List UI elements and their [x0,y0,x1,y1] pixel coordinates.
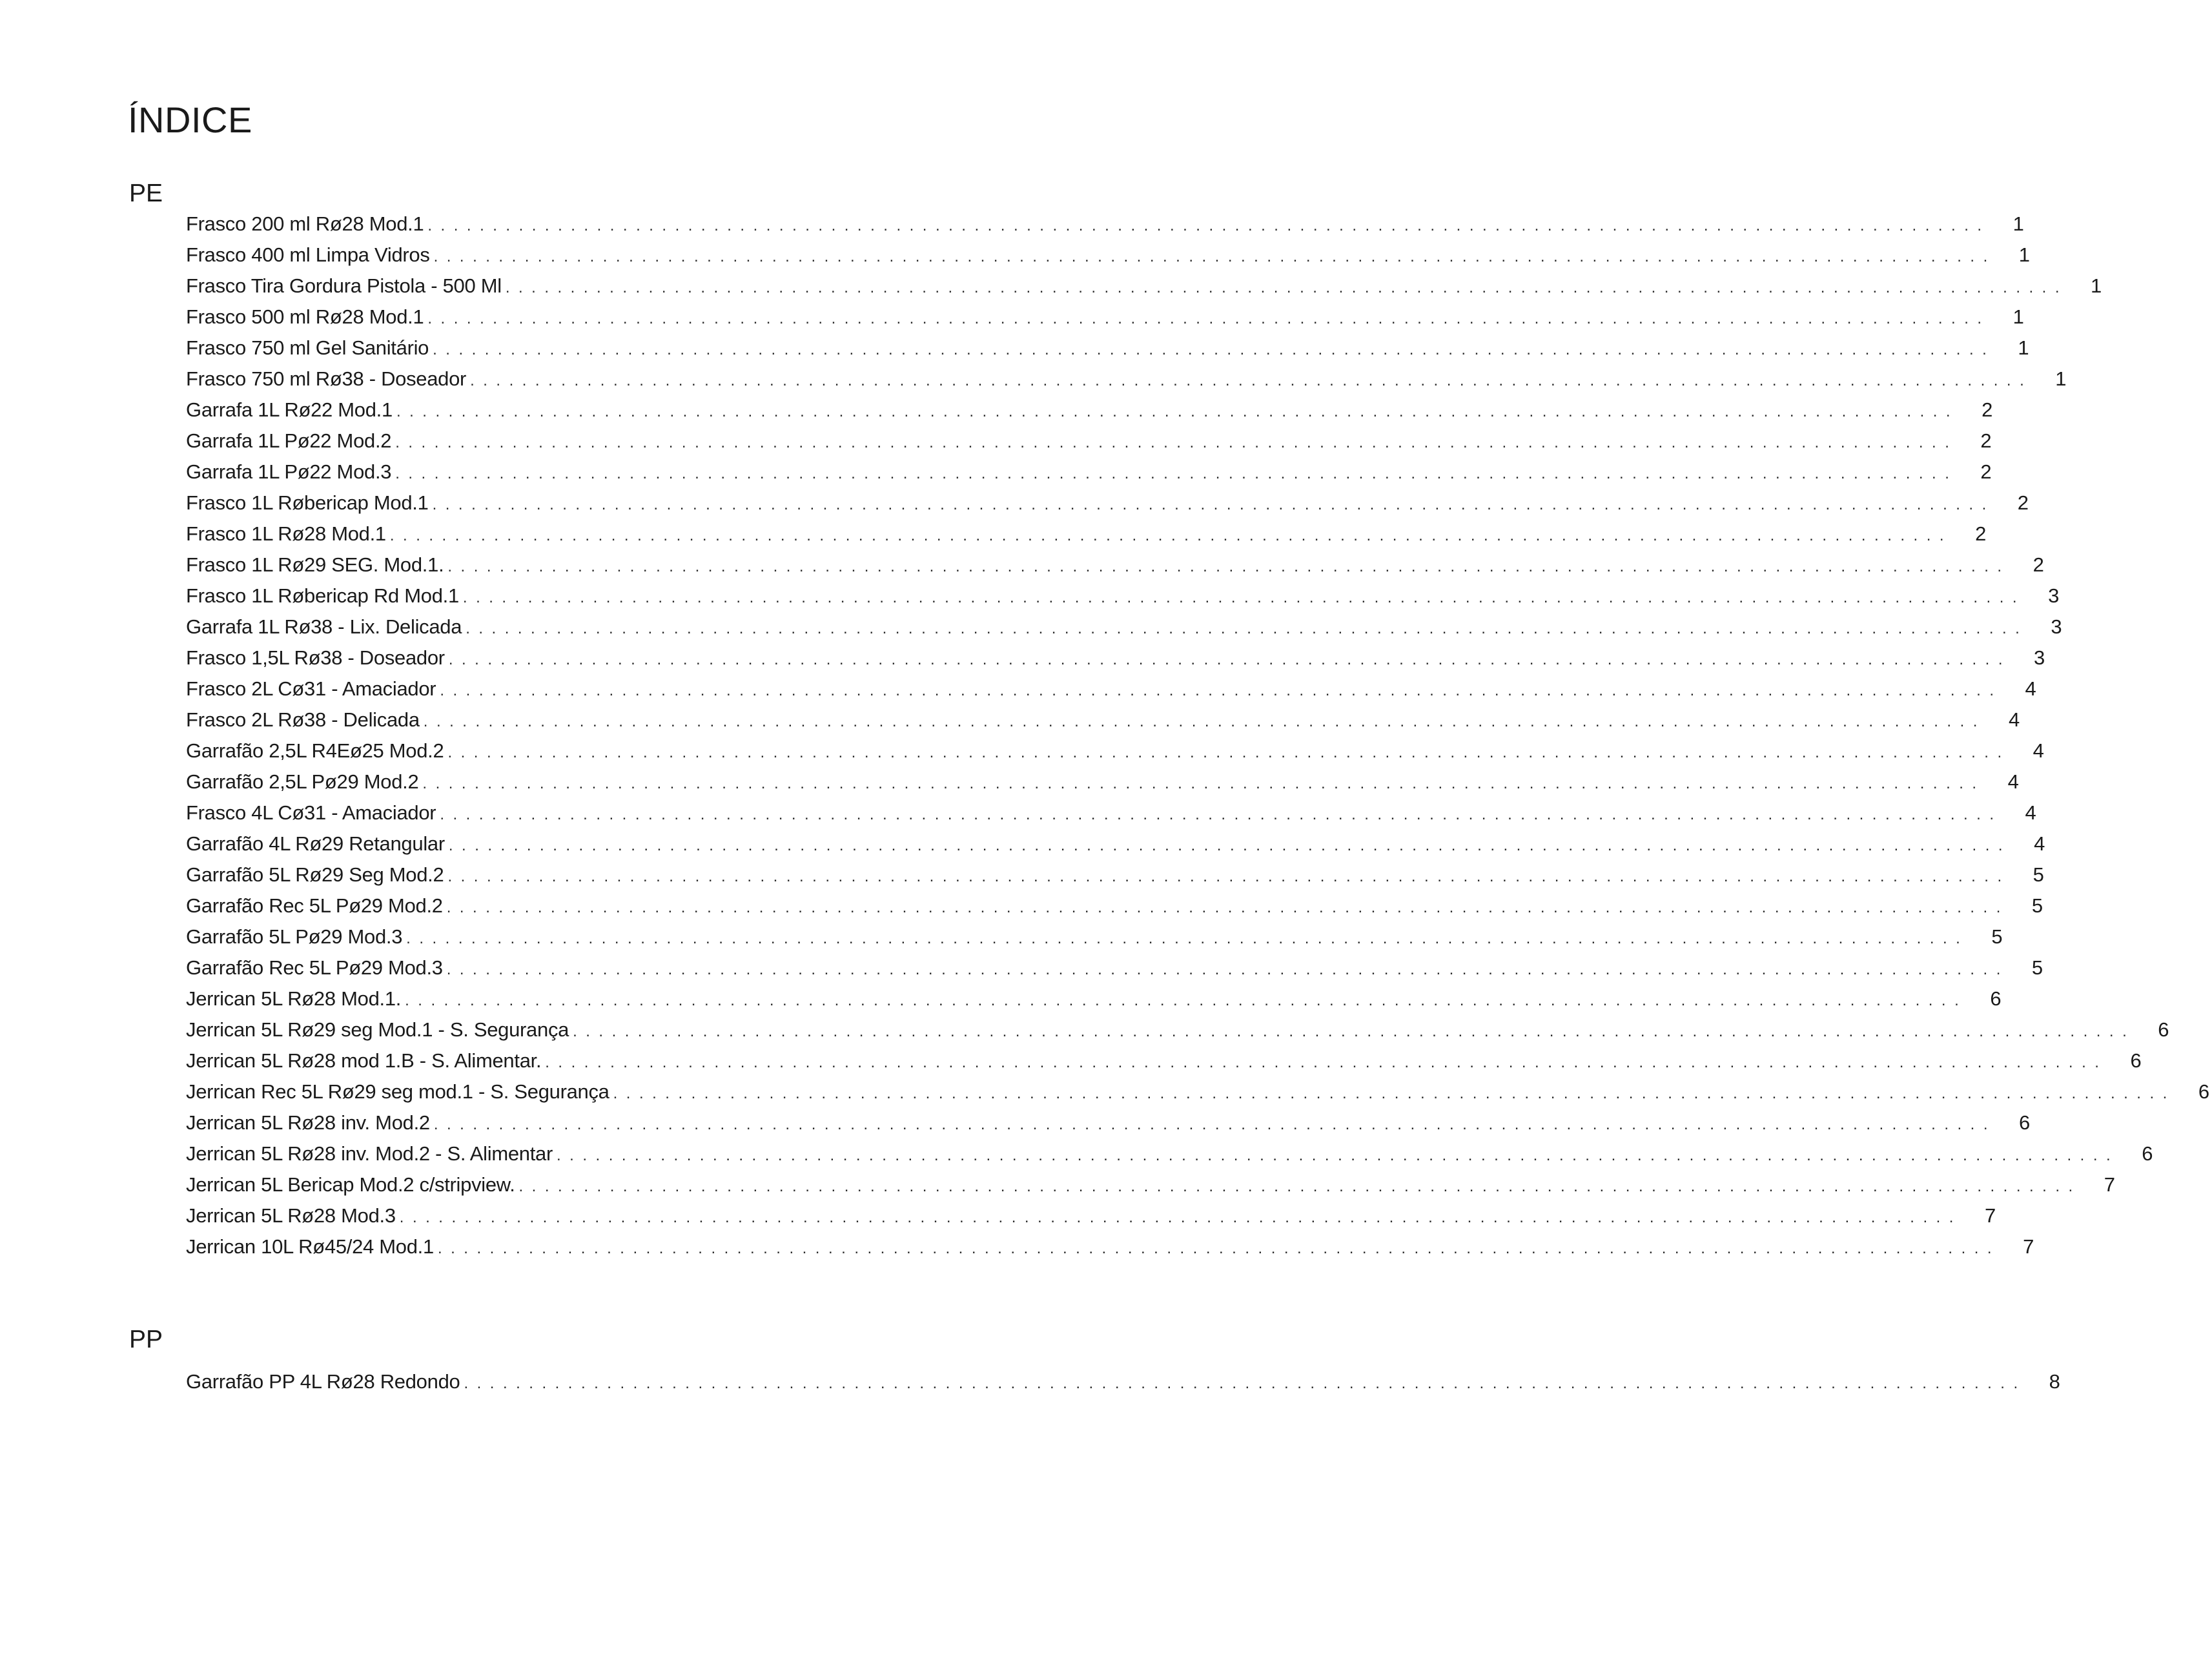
toc-entry-page-number: 2 [1982,398,1993,421]
toc-entry[interactable] [186,832,2045,863]
toc-entry-page-number: 6 [2019,1111,2030,1134]
toc-entry-title: Frasco 1,5L Rø38 - Doseador [186,646,445,669]
toc-entry-title: Frasco 1L Rø29 SEG. Mod.1. [186,553,444,576]
toc-entry[interactable] [186,491,2029,522]
toc-entry-page-number: 5 [1991,925,2003,948]
dot-leader: ........................................................................................................................ [433,248,1996,265]
toc-entry[interactable] [186,584,2060,615]
toc-entry-title: Garrafão 5L Pø29 Mod.3 [186,925,403,948]
toc-entry-page-number: 4 [2034,832,2045,855]
dot-leader: ........................................................................................................................ [505,279,2068,296]
toc-entry-title: Frasco 4L Cø31 - Amaciador [186,801,436,824]
toc-list-pp [186,1370,2060,1401]
toc-entry[interactable] [186,243,2030,274]
toc-entry[interactable] [186,367,2067,398]
toc-entry[interactable] [186,212,2024,243]
dot-leader: ........................................................................................................................ [518,1178,2082,1195]
toc-entry-title: Garrafa 1L Rø22 Mod.1 [186,398,393,421]
toc-entry-title: Frasco 2L Rø38 - Delicada [186,708,420,731]
toc-entry[interactable] [186,708,2020,739]
toc-entry-page-number: 2 [2033,553,2044,576]
toc-entry-title: Garrafa 1L Pø22 Mod.2 [186,429,392,452]
toc-entry[interactable] [186,1080,2209,1111]
toc-entry[interactable] [186,553,2044,584]
dot-leader: ........................................................................................................................ [423,713,1986,730]
dot-leader: ........................................................................................................................ [446,961,2009,978]
dot-leader: ........................................................................................................................ [395,434,1958,451]
dot-leader: ........................................................................................................................ [573,1023,2136,1040]
dot-leader: ........................................................................................................................ [470,372,2033,389]
toc-entry[interactable] [186,460,1992,491]
toc-entry-page-number: 1 [2055,367,2067,390]
toc-entry-page-number: 4 [2033,739,2044,762]
toc-entry-page-number: 6 [1990,987,2002,1010]
toc-entry-title: Frasco 1L Rø28 Mod.1 [186,522,386,545]
toc-entry[interactable] [186,1142,2153,1173]
toc-entry-page-number: 5 [2031,956,2043,979]
toc-entry-title: Garrafão 4L Rø29 Retangular [186,832,445,855]
dot-leader: ........................................................................................................................ [389,527,1953,544]
toc-entry[interactable] [186,1049,2142,1080]
dot-leader: ........................................................................................................................ [396,403,1960,420]
toc-entry-page-number: 5 [2033,863,2044,886]
dot-leader: ........................................................................................................................ [405,992,1968,1009]
toc-entry[interactable] [186,770,2019,801]
toc-entry-page-number: 4 [2007,770,2019,793]
toc-entry[interactable] [186,956,2043,987]
toc-entry[interactable] [186,429,1992,460]
toc-entry-title: Garrafão Rec 5L Pø29 Mod.2 [186,894,443,917]
toc-entry-page-number: 5 [2031,894,2043,917]
toc-entry-title: Garrafa 1L Pø22 Mod.3 [186,460,392,483]
toc-entry-title: Jerrican 5L Rø28 inv. Mod.2 - S. Alimentar [186,1142,553,1165]
toc-entry-page-number: 2 [2017,491,2029,514]
dot-leader: ........................................................................................................................ [427,310,1991,327]
toc-entry[interactable] [186,801,2036,832]
dot-leader: ........................................................................................................................ [437,1240,2001,1257]
toc-entry[interactable] [186,987,2002,1018]
toc-entry-title: Garrafão 5L Rø29 Seg Mod.2 [186,863,444,886]
dot-leader: ........................................................................................................................ [395,465,1958,482]
toc-entry[interactable] [186,1111,2030,1142]
toc-entry-title: Frasco 200 ml Rø28 Mod.1 [186,212,424,235]
dot-leader: ........................................................................................................................ [440,806,2003,823]
toc-entry-title: Jerrican 5L Rø29 seg Mod.1 - S. Segurança [186,1018,569,1041]
toc-entry[interactable] [186,677,2036,708]
dot-leader: ........................................................................................................................ [399,1209,1962,1226]
dot-leader: ........................................................................................................................ [447,744,2011,761]
toc-entry-page-number: 4 [2025,801,2036,824]
toc-entry-page-number: 8 [2049,1370,2060,1393]
toc-entry-page-number: 2 [1980,460,1992,483]
toc-entry-title: Jerrican 5L Rø28 inv. Mod.2 [186,1111,430,1134]
dot-leader: ........................................................................................................................ [448,837,2012,854]
toc-entry-page-number: 6 [2130,1049,2142,1072]
toc-entry-page-number: 2 [1975,522,1987,545]
toc-entry-title: Jerrican 5L Rø28 Mod.1. [186,987,402,1010]
dot-leader: ........................................................................................................................ [613,1085,2176,1102]
dot-leader: ........................................................................................................................ [448,651,2011,668]
toc-entry-title: Frasco 750 ml Gel Sanitário [186,336,429,359]
toc-entry-page-number: 1 [2091,274,2102,297]
toc-entry-title: Garrafão 2,5L Pø29 Mod.2 [186,770,419,793]
toc-entry[interactable] [186,1018,2169,1049]
toc-entry-page-number: 7 [2104,1173,2115,1196]
toc-entry-page-number: 4 [2025,677,2036,700]
toc-entry-page-number: 6 [2198,1080,2209,1103]
toc-entry-title: Frasco 500 ml Rø28 Mod.1 [186,305,424,328]
toc-entry[interactable] [186,522,1987,553]
dot-leader: ........................................................................................................................ [432,496,1995,513]
dot-leader: ........................................................................................................................ [422,775,1985,792]
dot-leader: ........................................................................................................................ [447,868,2011,885]
dot-leader: ........................................................................................................................ [464,1375,2027,1392]
toc-entry-page-number: 6 [2158,1018,2169,1041]
toc-entry-title: Frasco 2L Cø31 - Amaciador [186,677,436,700]
dot-leader: ........................................................................................................................ [557,1147,2120,1164]
toc-entry-page-number: 3 [2034,646,2045,669]
toc-entry[interactable] [186,1370,2060,1401]
section-heading-pp: PP [129,1326,163,1353]
toc-entry-page-number: 2 [1980,429,1992,452]
dot-leader: ........................................................................................................................ [447,558,2011,575]
toc-entry[interactable] [186,863,2044,894]
toc-entry-title: Jerrican 5L Rø28 Mod.3 [186,1204,396,1227]
toc-entry-page-number: 1 [2012,212,2024,235]
dot-leader: ........................................................................................................................ [466,620,2029,637]
toc-entry-title: Jerrican 10L Rø45/24 Mod.1 [186,1235,434,1258]
toc-entry-title: Garrafão 2,5L R4Eø25 Mod.2 [186,739,444,762]
toc-entry[interactable] [186,1173,2115,1204]
toc-entry-page-number: 7 [2023,1235,2034,1258]
toc-entry-title: Garrafão PP 4L Rø28 Redondo [186,1370,460,1393]
toc-entry[interactable] [186,336,2029,367]
toc-entry-page-number: 3 [2051,615,2062,638]
toc-entry[interactable] [186,305,2024,336]
toc-entry[interactable] [186,615,2062,646]
dot-leader: ........................................................................................................................ [406,930,1969,947]
toc-entry-page-number: 1 [2012,305,2024,328]
toc-entry-page-number: 7 [1985,1204,1996,1227]
toc-entry-page-number: 1 [2018,243,2030,266]
toc-entry[interactable] [186,1235,2034,1266]
toc-list-pe [186,212,2209,1266]
toc-entry[interactable] [186,274,2102,305]
toc-entry[interactable] [186,646,2045,677]
dot-leader: ........................................................................................................................ [545,1054,2108,1071]
toc-entry-title: Frasco 1L Røbericap Rd Mod.1 [186,584,459,607]
toc-entry-title: Jerrican Rec 5L Rø29 seg mod.1 - S. Segurança [186,1080,609,1103]
page-title: ÍNDICE [128,99,252,140]
toc-entry-title: Frasco 750 ml Rø38 - Doseador [186,367,467,390]
toc-entry[interactable] [186,398,1993,429]
section-heading-pe: PE [129,180,163,207]
toc-entry-title: Frasco Tira Gordura Pistola - 500 Ml [186,274,502,297]
dot-leader: ........................................................................................................................ [433,341,1996,358]
toc-entry-title: Jerrican 5L Bericap Mod.2 c/stripview. [186,1173,515,1196]
toc-entry-title: Frasco 1L Røbericap Mod.1 [186,491,429,514]
toc-entry-page-number: 6 [2142,1142,2153,1165]
toc-entry-title: Frasco 400 ml Limpa Vidros [186,243,430,266]
dot-leader: ........................................................................................................................ [440,682,2003,699]
dot-leader: ........................................................................................................................ [462,589,2026,606]
dot-leader: ........................................................................................................................ [446,899,2009,916]
toc-entry[interactable] [186,925,2003,956]
dot-leader: ........................................................................................................................ [433,1116,1996,1133]
toc-entry-title: Garrafa 1L Rø38 - Lix. Delicada [186,615,462,638]
toc-entry-title: Garrafão Rec 5L Pø29 Mod.3 [186,956,443,979]
dot-leader: ........................................................................................................................ [427,217,1991,234]
toc-entry-page-number: 3 [2048,584,2060,607]
toc-entry-page-number: 4 [2008,708,2020,731]
toc-entry[interactable] [186,739,2044,770]
toc-entry[interactable] [186,1204,1996,1235]
toc-entry[interactable] [186,894,2043,925]
toc-entry-page-number: 1 [2018,336,2029,359]
toc-entry-title: Jerrican 5L Rø28 mod 1.B - S. Alimentar. [186,1049,542,1072]
